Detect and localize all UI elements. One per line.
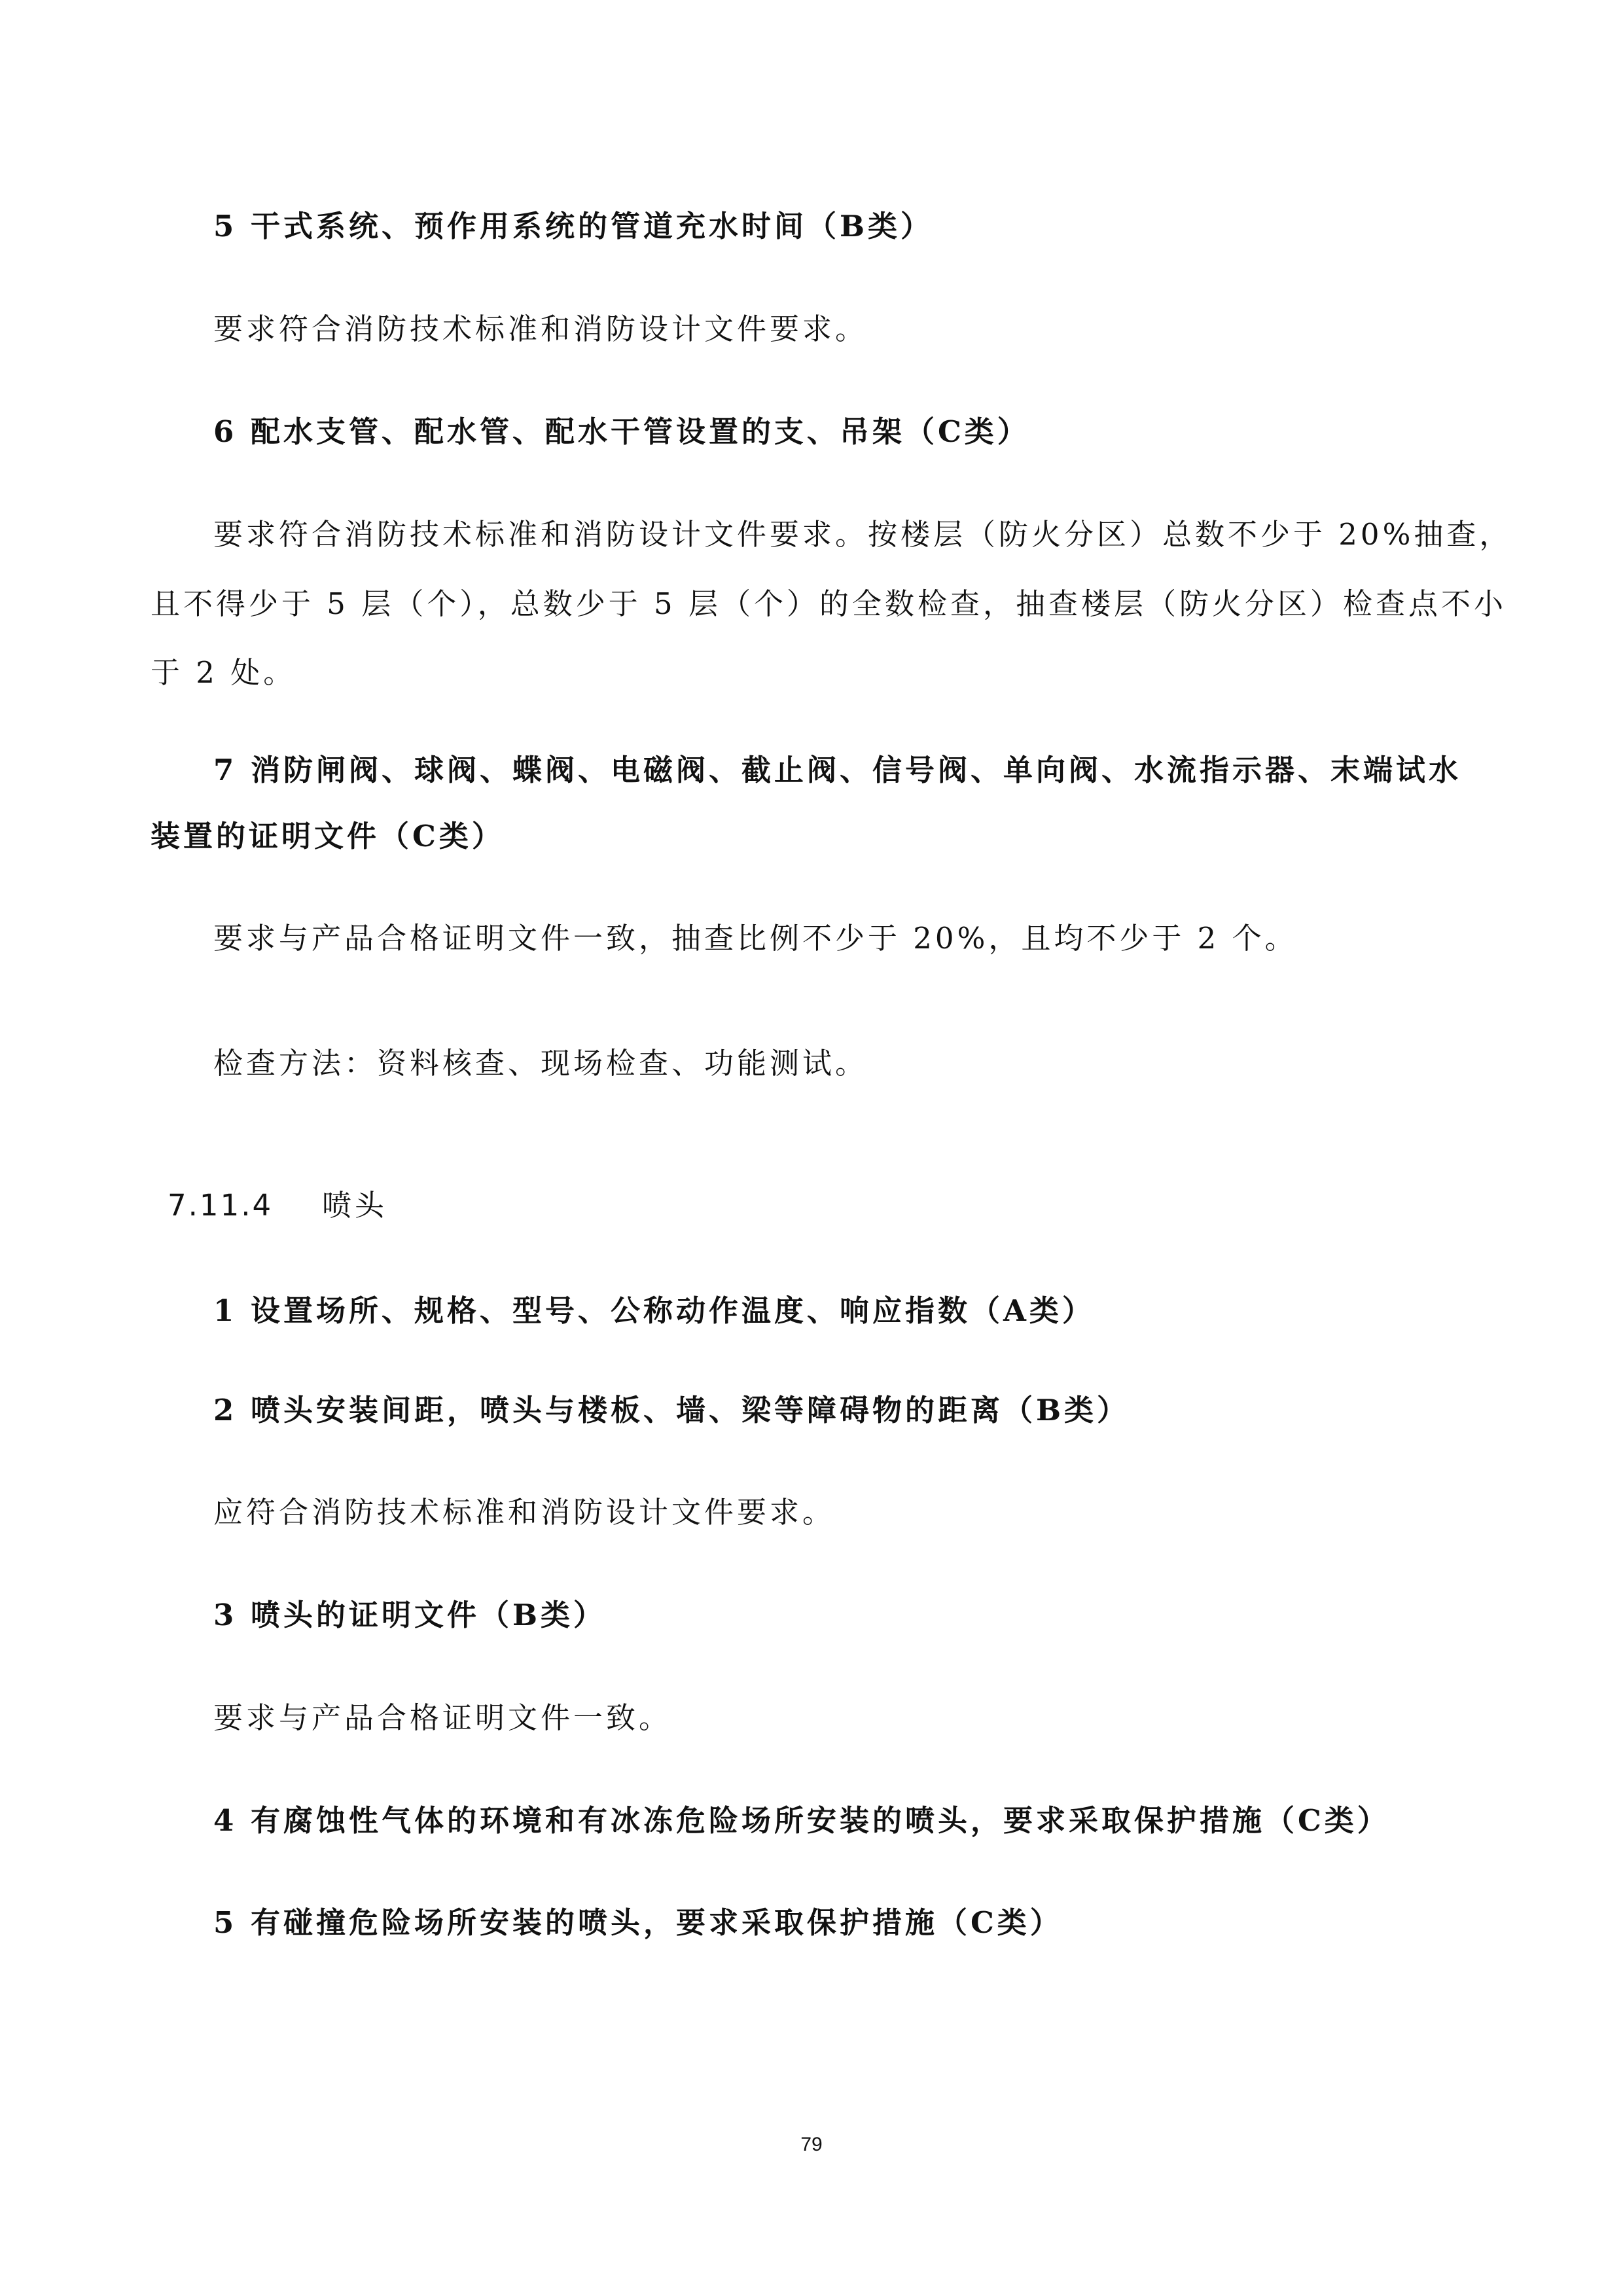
item-5-requirement: 要求符合消防技术标准和消防设计文件要求。 [213,312,868,346]
item-6-requirement-line-3: 于 2 处。 [151,655,296,690]
section-title: 喷头 [322,1188,388,1223]
page-number: 79 [800,2134,823,2155]
item-6-requirement-line-2: 且不得少于 5 层（个），总数少于 5 层（个）的全数检查，抽查楼层（防火分区）检查点不小 [151,586,1507,621]
nozzle-item-3-heading: 3 喷头的证明文件（B类） [213,1598,607,1632]
item-6-heading: 6 配水支管、配水管、配水干管设置的支、吊架（C类） [213,414,1030,449]
item-5-heading: 5 干式系统、预作用系统的管道充水时间（B类） [213,209,934,243]
item-6-requirement-line-1: 要求符合消防技术标准和消防设计文件要求。按楼层（防火分区）总数不少于 20%抽查， [213,517,1512,552]
section-number: 7.11.4 [168,1188,274,1223]
inspection-method: 检查方法：资料核查、现场检查、功能测试。 [213,1046,868,1081]
item-7-heading-line-1: 7 消防闸阀、球阀、蝶阀、电磁阀、截止阀、信号阀、单向阀、水流指示器、末端试水 [213,753,1461,787]
nozzle-item-4-heading: 4 有腐蚀性气体的环境和有冰冻危险场所安装的喷头，要求采取保护措施（C类） [213,1803,1390,1838]
nozzle-item-2-requirement: 应符合消防技术标准和消防设计文件要求。 [213,1495,836,1530]
nozzle-item-2-heading: 2 喷头安装间距，喷头与楼板、墙、梁等障碍物的距离（B类） [213,1393,1130,1427]
nozzle-item-5-heading: 5 有碰撞危险场所安装的喷头，要求采取保护措施（C类） [213,1905,1063,1940]
item-7-requirement: 要求与产品合格证明文件一致，抽查比例不少于 20%，且均不少于 2 个。 [213,921,1298,956]
nozzle-item-1-heading: 1 设置场所、规格、型号、公称动作温度、响应指数（A类） [213,1293,1095,1328]
item-7-heading-line-2: 装置的证明文件（C类） [151,819,505,853]
nozzle-item-3-requirement: 要求与产品合格证明文件一致。 [213,1700,672,1735]
